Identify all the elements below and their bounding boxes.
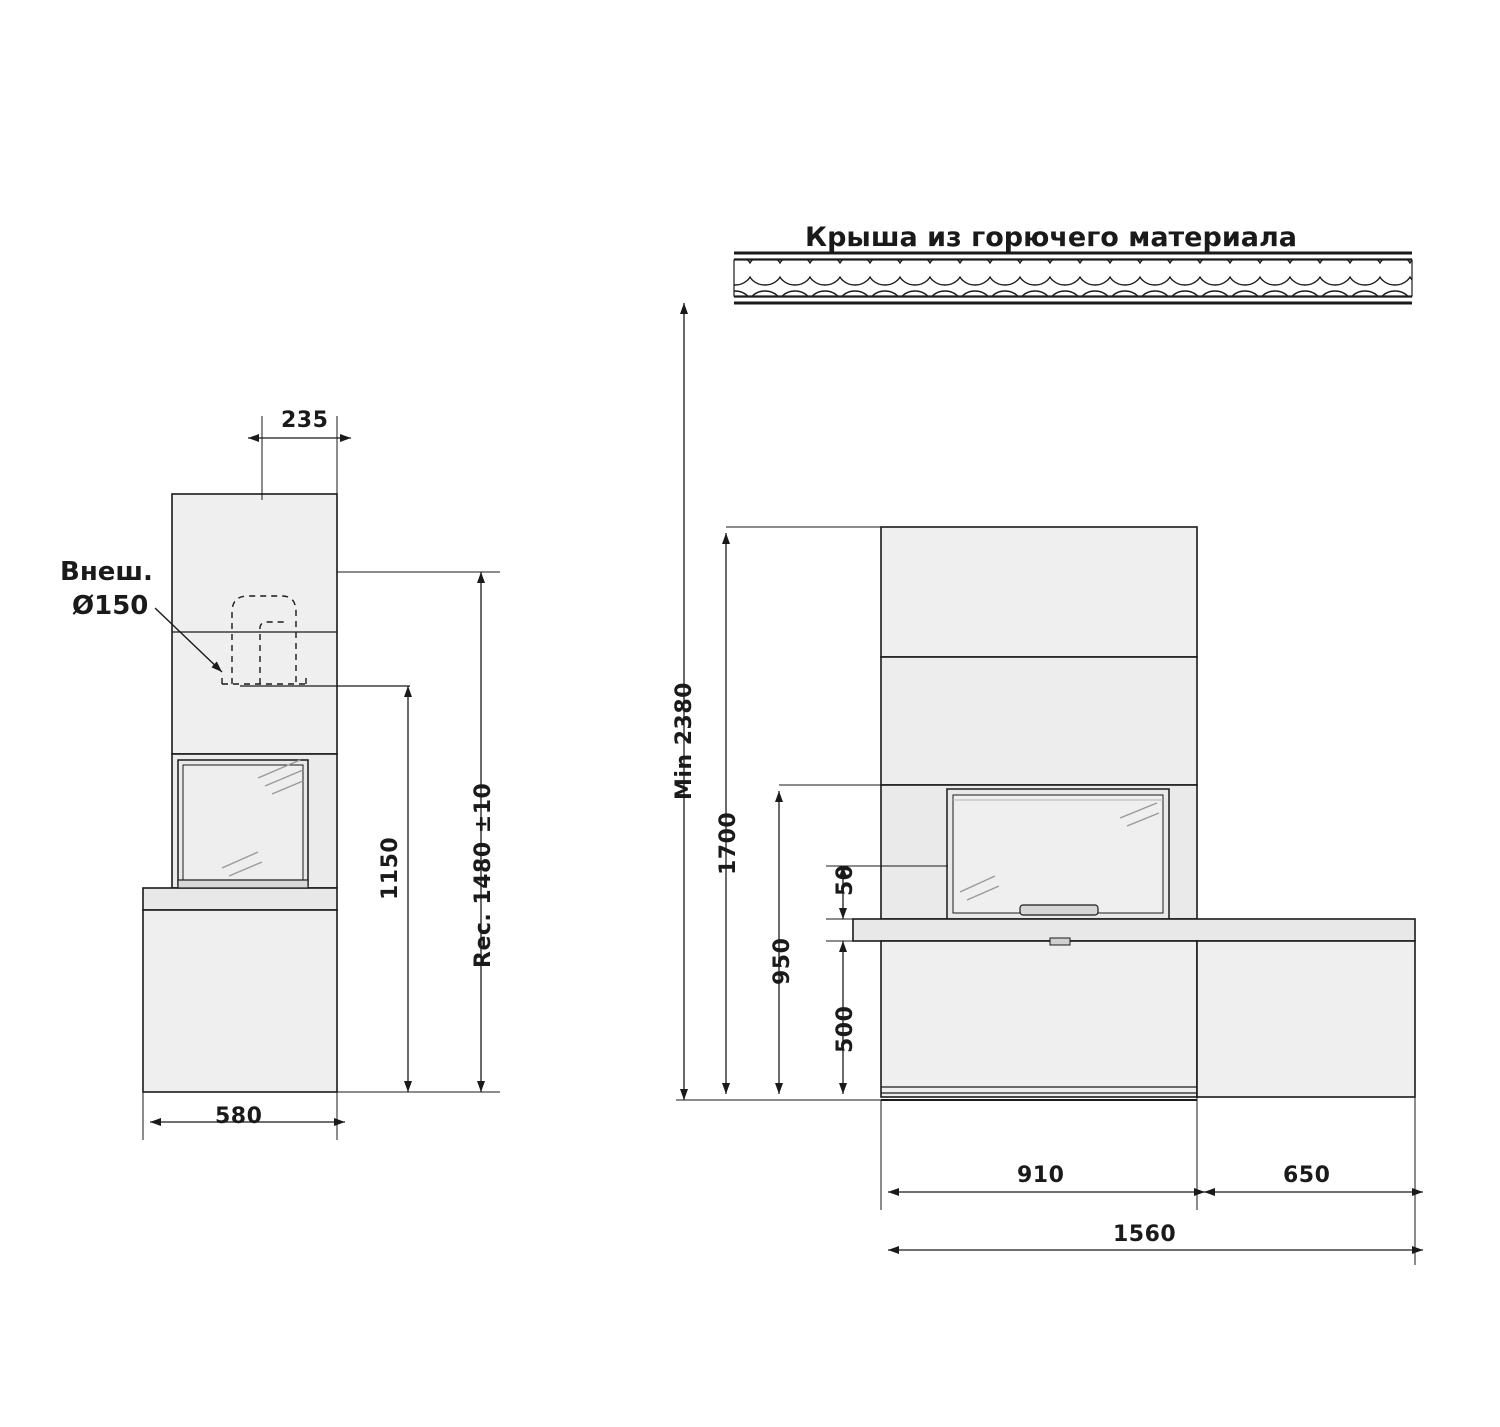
side-view-body	[143, 494, 410, 1092]
flue-outer-label-line1: Внеш.	[60, 557, 153, 587]
dimension-1560-label: 1560	[1113, 1222, 1177, 1247]
dimension-1700-label: 1700	[716, 811, 741, 875]
dimension-500-label: 500	[833, 1005, 858, 1053]
dimension-50-label: 50	[833, 864, 858, 896]
front-view-body	[853, 527, 1415, 1100]
dimension-580-label: 580	[215, 1104, 263, 1129]
dimension-650-label: 650	[1283, 1163, 1331, 1188]
dimension-1150-label: 1150	[378, 836, 403, 900]
dimension-rec-1480-label: Rec. 1480 ±10	[471, 782, 496, 968]
dimension-min-2380-label: Min 2380	[672, 682, 697, 800]
flue-outer-label-line2: Ø150	[72, 591, 149, 621]
dimension-235-label: 235	[281, 408, 329, 433]
roof-assembly	[734, 253, 1412, 303]
roof-title-label: Крыша из горючего материала	[805, 222, 1297, 253]
dimension-910-label: 910	[1017, 1163, 1065, 1188]
dimension-950-label: 950	[770, 937, 795, 985]
